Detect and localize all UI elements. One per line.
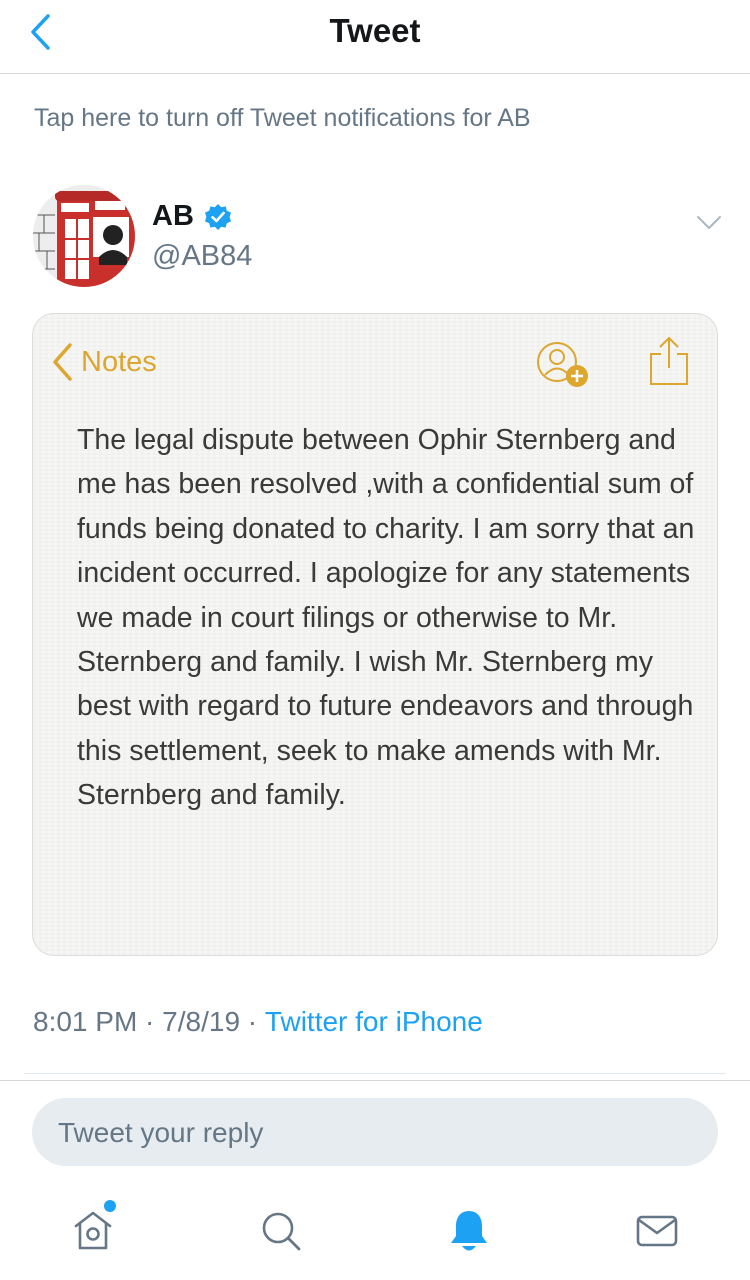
notes-back-button — [51, 342, 157, 382]
share-icon — [647, 334, 691, 388]
tab-home[interactable] — [58, 1198, 128, 1264]
divider — [24, 1073, 726, 1074]
author-display-name: AB — [152, 200, 194, 232]
meta-separator: · — [137, 1006, 163, 1037]
reply-input[interactable] — [32, 1098, 718, 1166]
verified-badge-icon — [204, 203, 232, 231]
tweet-image[interactable] — [32, 313, 718, 956]
tweet-source-link[interactable]: Twitter for iPhone — [264, 1006, 483, 1037]
notes-back-label: Notes — [81, 345, 157, 378]
author-name[interactable] — [152, 200, 232, 233]
page-title: Tweet — [329, 12, 421, 49]
reply-placeholder: Tweet your reply — [58, 1117, 264, 1148]
avatar[interactable] — [33, 185, 135, 287]
tab-search[interactable] — [246, 1198, 316, 1264]
avatar-illustration — [33, 185, 135, 287]
home-icon — [70, 1208, 116, 1254]
notes-chevron-left-icon — [51, 342, 73, 382]
chevron-down-icon — [696, 215, 722, 231]
tweet-options-button[interactable] — [692, 206, 726, 240]
author-handle[interactable]: @AB84 — [152, 240, 253, 272]
divider — [0, 1080, 750, 1081]
envelope-icon — [634, 1208, 680, 1254]
tab-notifications[interactable] — [434, 1198, 504, 1264]
tab-messages[interactable] — [622, 1198, 692, 1264]
tweet-date: 7/8/19 — [162, 1006, 241, 1037]
notes-text: The legal dispute between Ophir Sternberg and me has been resolved ,with a confidential sum of funds being donated to charity. I am sorry that an incident occurred. I apologize for any statements we made in court filings or otherwise to Mr. Sternberg and family. I wish Mr. Sternberg my best with regard to future endeavors and through this settlement, seek to make amends with Mr. Sternberg and family. — [77, 424, 695, 812]
bell-icon — [446, 1207, 492, 1255]
meta-separator: · — [240, 1006, 265, 1037]
unread-indicator — [104, 1200, 116, 1212]
add-people-icon — [535, 340, 589, 390]
search-icon — [258, 1208, 304, 1254]
tweet-meta — [33, 1006, 483, 1038]
notification-toggle-banner[interactable]: Tap here to turn off Tweet notifications for AB — [34, 104, 531, 132]
top-nav-bar — [0, 0, 750, 74]
tweet-time: 8:01 PM — [33, 1006, 138, 1037]
